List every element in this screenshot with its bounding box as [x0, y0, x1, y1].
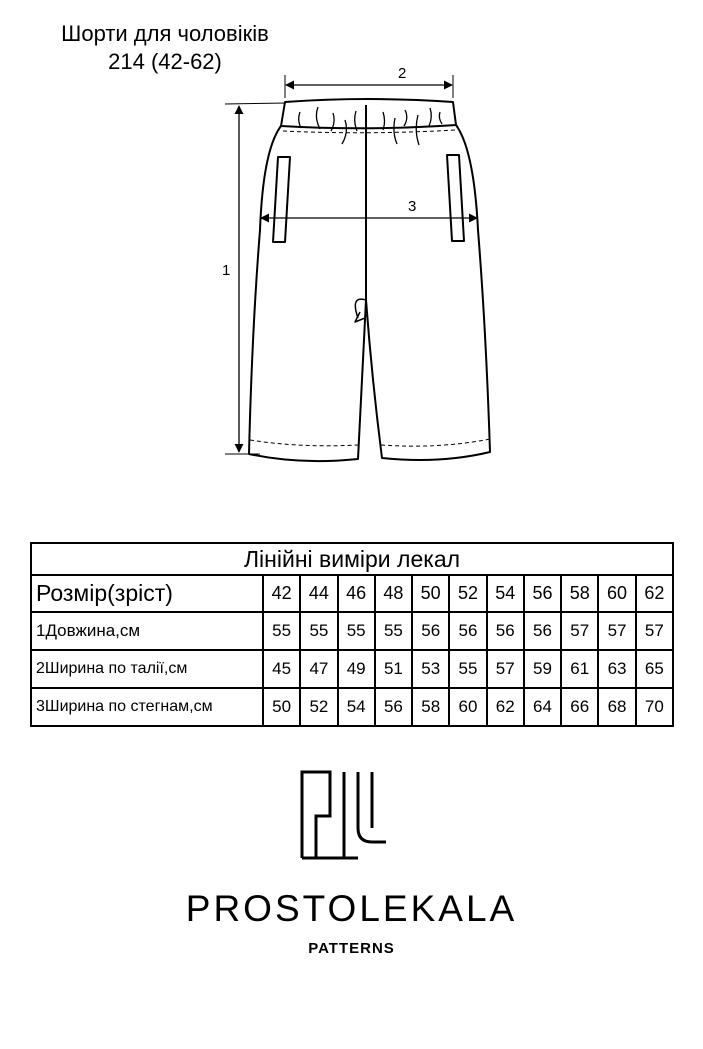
value-cell: 53	[412, 650, 449, 688]
value-cell: 59	[524, 650, 561, 688]
table-caption: Лінійні виміри лекал	[31, 543, 673, 575]
measurements-table	[30, 542, 674, 727]
value-cell: 55	[375, 612, 412, 650]
left-pocket	[273, 157, 290, 242]
value-cell: 55	[300, 612, 337, 650]
size-row	[31, 575, 673, 612]
value-cell: 63	[598, 650, 635, 688]
value-cell: 58	[412, 688, 449, 726]
value-cell: 60	[449, 688, 486, 726]
value-cell: 45	[263, 650, 300, 688]
row-label-hip: 3Ширина по стегнам,см	[31, 688, 263, 726]
brand-name: PROSTOLEKALA	[185, 888, 518, 929]
value-cell: 55	[263, 612, 300, 650]
value-cell: 64	[524, 688, 561, 726]
size-row-label: Розмір(зріст)	[31, 575, 263, 612]
value-cell: 49	[338, 650, 375, 688]
value-cell: 70	[636, 688, 673, 726]
value-cell: 56	[412, 612, 449, 650]
table-row-hip	[31, 688, 673, 726]
value-cell: 65	[636, 650, 673, 688]
value-cell: 56	[375, 688, 412, 726]
brand-logo-icon	[300, 770, 388, 860]
value-cell: 51	[375, 650, 412, 688]
table-row-waist	[31, 650, 673, 688]
size-cell: 52	[449, 575, 486, 612]
row-label-length: 1Довжина,см	[31, 612, 263, 650]
value-cell: 57	[598, 612, 635, 650]
pattern-title-line-1: Шорти для чоловіків	[61, 21, 269, 46]
value-cell: 61	[561, 650, 598, 688]
hip-dimension-label: 3	[408, 198, 417, 215]
value-cell: 56	[449, 612, 486, 650]
value-cell: 55	[338, 612, 375, 650]
size-cell: 48	[375, 575, 412, 612]
value-cell: 47	[300, 650, 337, 688]
value-cell: 57	[561, 612, 598, 650]
row-label-waist: 2Ширина по талії,см	[31, 650, 263, 688]
length-dimension-label: 1	[222, 262, 231, 279]
value-cell: 57	[636, 612, 673, 650]
size-cell: 50	[412, 575, 449, 612]
value-cell: 52	[300, 688, 337, 726]
right-pocket	[447, 155, 464, 241]
value-cell: 50	[263, 688, 300, 726]
shorts-outline	[249, 125, 490, 461]
size-cell: 62	[636, 575, 673, 612]
stitch-lines	[250, 130, 490, 446]
value-cell: 62	[487, 688, 524, 726]
size-cell: 54	[487, 575, 524, 612]
value-cell: 68	[598, 688, 635, 726]
pattern-title-line-2: 214 (42-62)	[108, 49, 222, 74]
shorts-technical-sketch	[200, 55, 520, 475]
brand-tagline: PATTERNS	[308, 940, 395, 957]
waist-dimension-label: 2	[398, 65, 407, 82]
size-cell: 46	[338, 575, 375, 612]
table-row-length	[31, 612, 673, 650]
size-cell: 60	[598, 575, 635, 612]
value-cell: 55	[449, 650, 486, 688]
size-cell: 56	[524, 575, 561, 612]
value-cell: 56	[487, 612, 524, 650]
value-cell: 56	[524, 612, 561, 650]
size-cell: 44	[300, 575, 337, 612]
size-cell: 58	[561, 575, 598, 612]
value-cell: 57	[487, 650, 524, 688]
value-cell: 54	[338, 688, 375, 726]
size-cell: 42	[263, 575, 300, 612]
value-cell: 66	[561, 688, 598, 726]
